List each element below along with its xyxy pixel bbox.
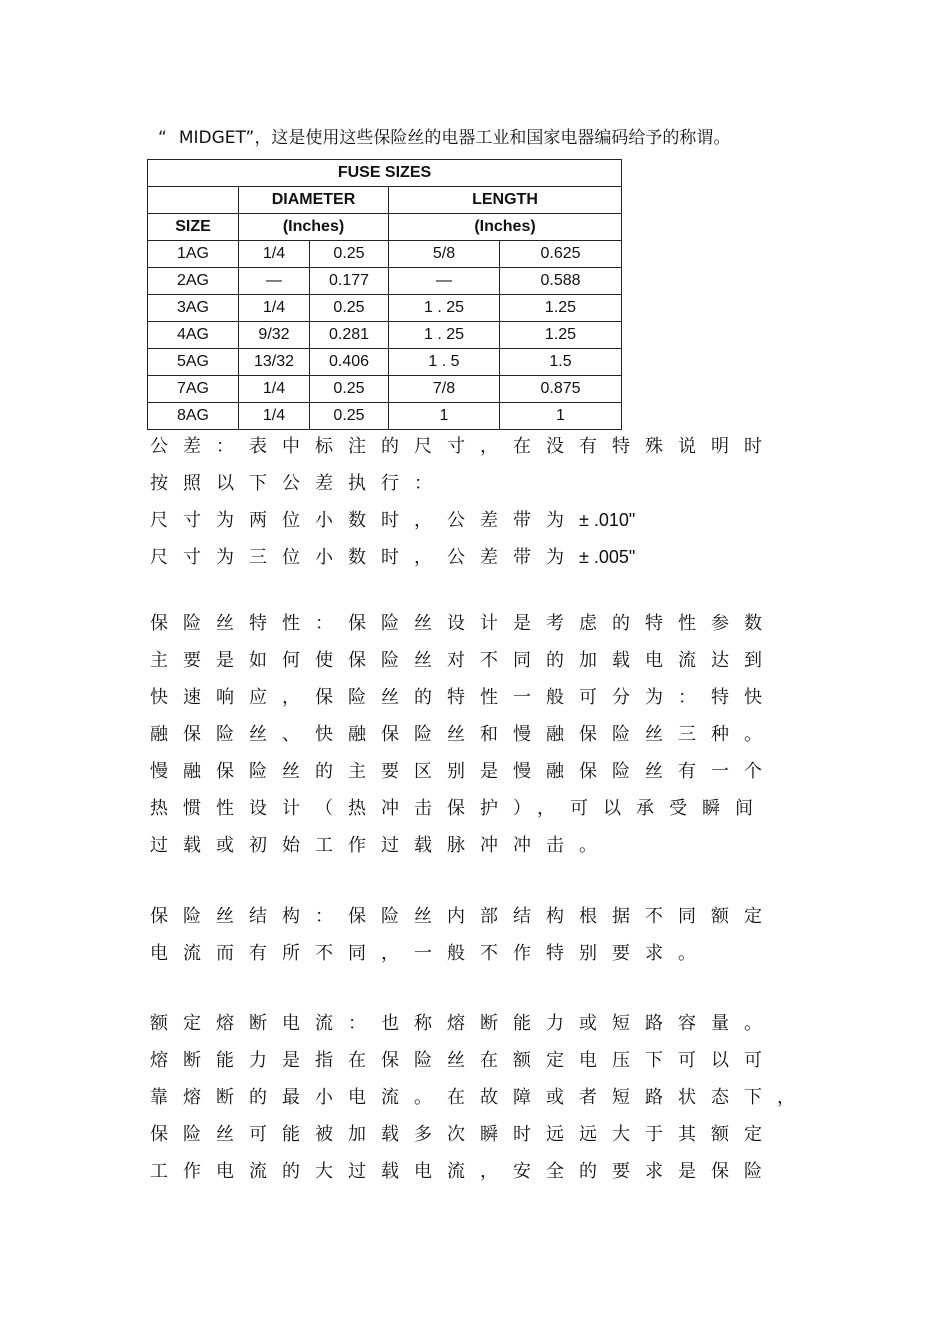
size-cell: 8AG xyxy=(148,403,239,430)
diameter-unit-header: (Inches) xyxy=(239,214,389,241)
diameter-decimal-cell: 0.25 xyxy=(310,241,389,268)
table-row xyxy=(148,295,622,322)
table-header-row xyxy=(148,187,622,214)
table-row xyxy=(148,349,622,376)
diameter-fraction-cell: 1/4 xyxy=(239,241,310,268)
diameter-fraction-cell: 1/4 xyxy=(239,376,310,403)
length-header: LENGTH xyxy=(389,187,622,214)
paragraph-line: 保险丝结构：保险丝内部结构根据不同额定 xyxy=(150,906,777,927)
diameter-decimal-cell: 0.281 xyxy=(310,322,389,349)
length-decimal-cell: 0.588 xyxy=(500,268,622,295)
length-fraction-cell: 1 xyxy=(389,403,500,430)
diameter-decimal-cell: 0.25 xyxy=(310,403,389,430)
tolerance-line xyxy=(150,502,777,539)
diameter-fraction-cell: 1/4 xyxy=(239,295,310,322)
size-header: SIZE xyxy=(148,214,239,241)
tolerance-paragraph xyxy=(150,428,777,576)
length-decimal-cell: 1.5 xyxy=(500,349,622,376)
length-decimal-cell: 0.875 xyxy=(500,376,622,403)
characteristics-paragraph xyxy=(150,605,777,864)
paragraph-line: 热惯性设计（热冲击保护），可以承受瞬间 xyxy=(150,798,768,819)
paragraph-line: 电流而有所不同，一般不作特别要求。 xyxy=(150,943,711,964)
tolerance-text: 尺寸为两位小数时，公差带为 xyxy=(150,510,579,531)
paragraph-line: 熔断能力是指在保险丝在额定电压下可以可 xyxy=(150,1050,777,1071)
table-row xyxy=(148,268,622,295)
opening-quote: “ xyxy=(158,128,167,148)
paragraph-line: 靠熔断的最小电流。在故障或者短路状态下， xyxy=(150,1087,810,1108)
length-fraction-cell: 5/8 xyxy=(389,241,500,268)
diameter-decimal-cell: 0.25 xyxy=(310,376,389,403)
diameter-decimal-cell: 0.406 xyxy=(310,349,389,376)
size-cell: 3AG xyxy=(148,295,239,322)
diameter-fraction-cell: 1/4 xyxy=(239,403,310,430)
paragraph-line: 过载或初始工作过载脉冲冲击。 xyxy=(150,835,612,856)
intro-text: MIDGET”，这是使用这些保险丝的电器工业和国家电器编码给予的称谓。 xyxy=(178,128,731,148)
length-fraction-cell: 1 . 5 xyxy=(389,349,500,376)
diameter-fraction-cell: — xyxy=(239,268,310,295)
table-row xyxy=(148,241,622,268)
length-unit-header: (Inches) xyxy=(389,214,622,241)
paragraph-line: 主要是如何使保险丝对不同的加载电流达到 xyxy=(150,650,777,671)
diameter-decimal-cell: 0.177 xyxy=(310,268,389,295)
length-decimal-cell: 0.625 xyxy=(500,241,622,268)
diameter-header: DIAMETER xyxy=(239,187,389,214)
size-cell: 5AG xyxy=(148,349,239,376)
table-title: FUSE SIZES xyxy=(148,160,622,187)
paragraph-line: 保险丝可能被加载多次瞬时远远大于其额定 xyxy=(150,1124,777,1145)
tolerance-line: 公差：表中标注的尺寸，在没有特殊说明时 xyxy=(150,436,777,457)
paragraph-line: 慢融保险丝的主要区别是慢融保险丝有一个 xyxy=(150,761,777,782)
paragraph-line: 保险丝特性：保险丝设计是考虑的特性参数 xyxy=(150,613,777,634)
paragraph-line: 工作电流的大过载电流，安全的要求是保险 xyxy=(150,1161,777,1182)
size-cell: 1AG xyxy=(148,241,239,268)
paragraph-line: 融保险丝、快融保险丝和慢融保险丝三种。 xyxy=(150,724,777,745)
fuse-sizes-table xyxy=(147,159,622,430)
paragraph-line: 快速响应，保险丝的特性一般可分为：特快 xyxy=(150,687,777,708)
size-cell: 2AG xyxy=(148,268,239,295)
length-fraction-cell: 7/8 xyxy=(389,376,500,403)
empty-header-cell xyxy=(148,187,239,214)
structure-paragraph xyxy=(150,898,777,972)
table-row xyxy=(148,322,622,349)
tolerance-value: ± .010" xyxy=(579,510,636,530)
diameter-fraction-cell: 9/32 xyxy=(239,322,310,349)
tolerance-value: ± .005" xyxy=(579,547,636,567)
length-fraction-cell: — xyxy=(389,268,500,295)
length-decimal-cell: 1 xyxy=(500,403,622,430)
size-cell: 4AG xyxy=(148,322,239,349)
size-cell: 7AG xyxy=(148,376,239,403)
table-row xyxy=(148,403,622,430)
table-title-row xyxy=(148,160,622,187)
tolerance-text: 尺寸为三位小数时，公差带为 xyxy=(150,547,579,568)
length-fraction-cell: 1 . 25 xyxy=(389,295,500,322)
rated-current-paragraph xyxy=(150,1005,810,1190)
diameter-fraction-cell: 13/32 xyxy=(239,349,310,376)
length-decimal-cell: 1.25 xyxy=(500,295,622,322)
length-decimal-cell: 1.25 xyxy=(500,322,622,349)
table-row xyxy=(148,376,622,403)
tolerance-line: 按照以下公差执行： xyxy=(150,473,447,494)
tolerance-line xyxy=(150,539,777,576)
length-fraction-cell: 1 . 25 xyxy=(389,322,500,349)
intro-line xyxy=(158,123,730,148)
diameter-decimal-cell: 0.25 xyxy=(310,295,389,322)
table-subheader-row xyxy=(148,214,622,241)
paragraph-line: 额定熔断电流：也称熔断能力或短路容量。 xyxy=(150,1013,777,1034)
